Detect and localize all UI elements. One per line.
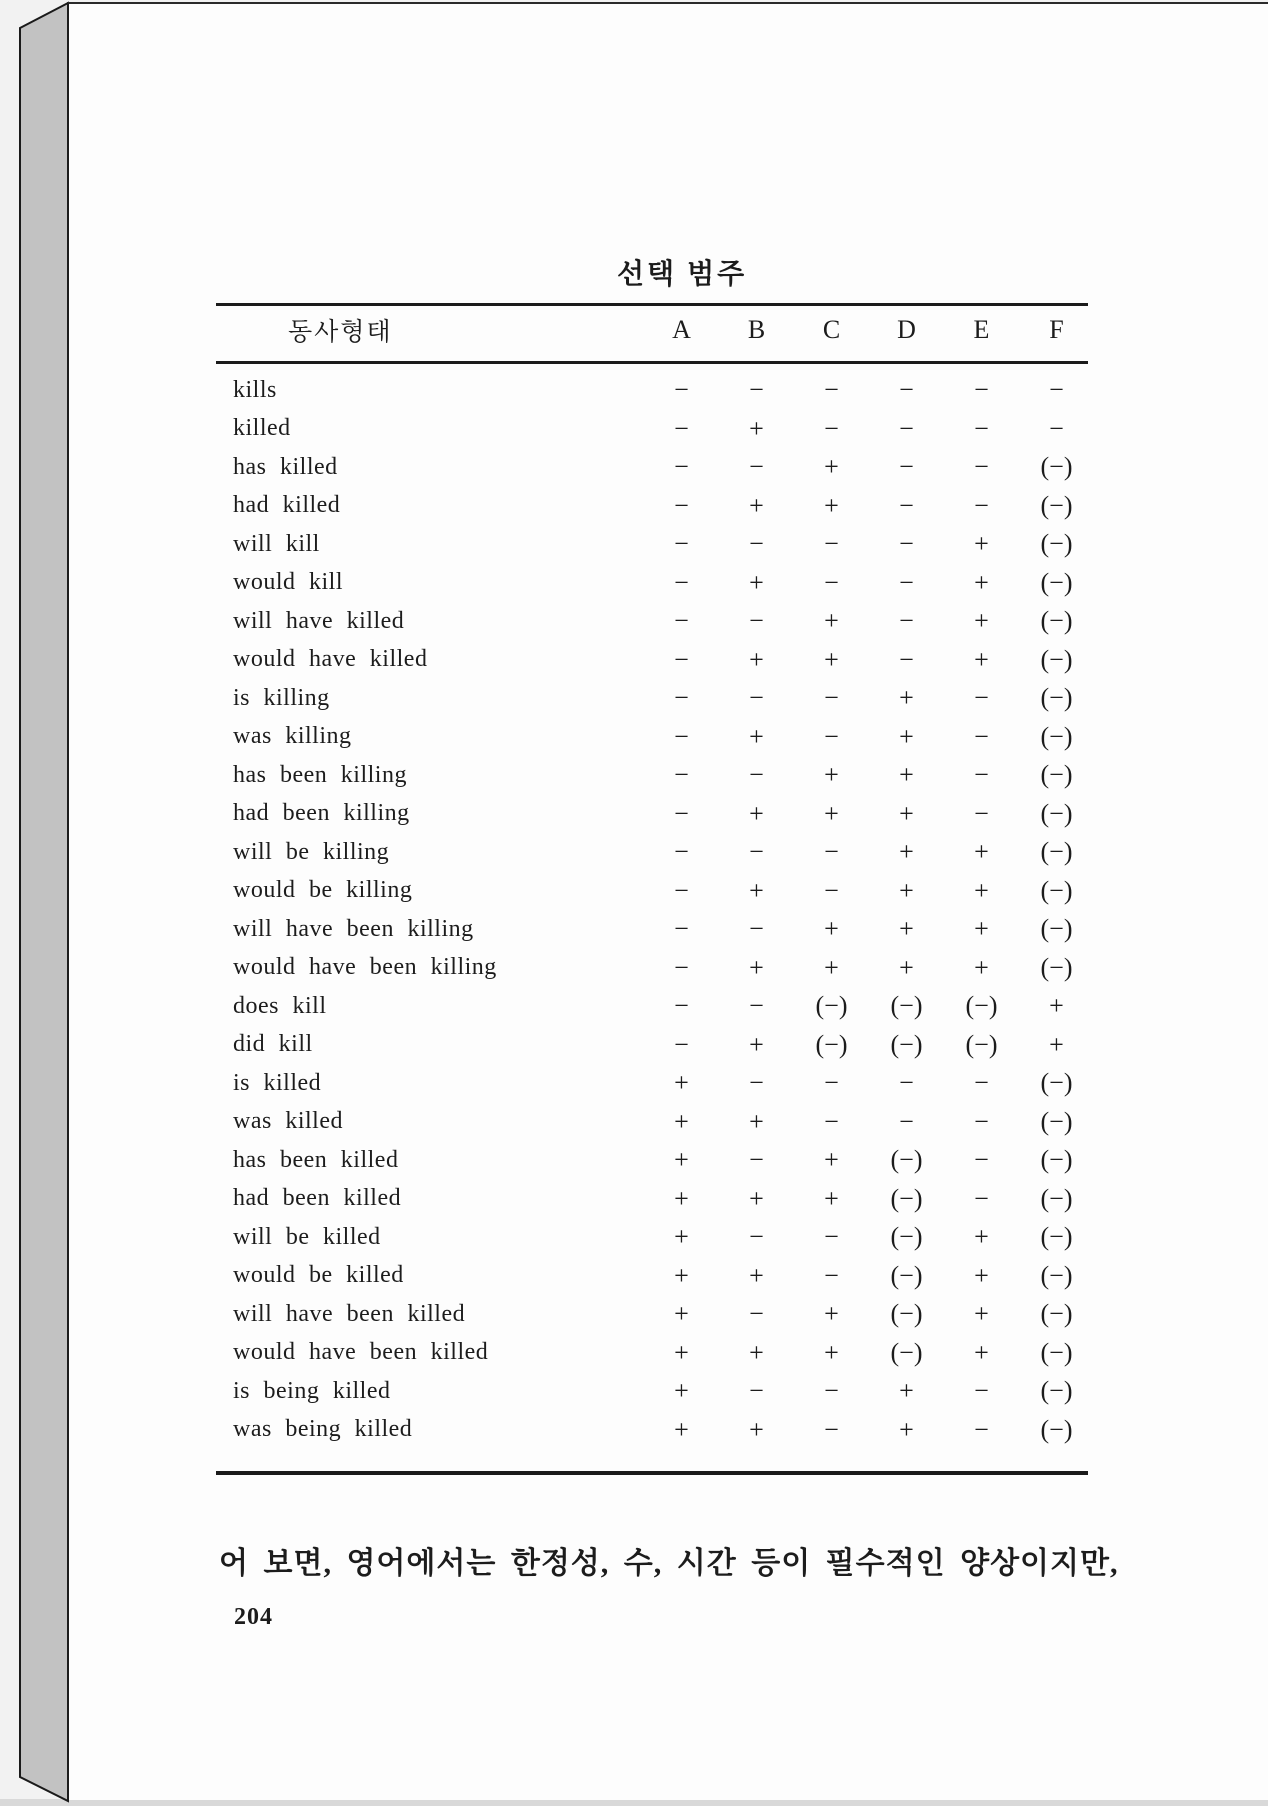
value-C: + [824, 798, 839, 828]
value-F: − [1049, 413, 1064, 443]
value-E: + [974, 1299, 989, 1329]
column-header-D: D [897, 315, 916, 344]
table-row [216, 756, 1094, 795]
value-F: (−) [1040, 721, 1073, 751]
value-E: + [974, 875, 989, 905]
value-E: − [974, 798, 989, 828]
value-E: − [974, 1414, 989, 1444]
value-A: − [674, 490, 689, 520]
verb-form-label: had killed [233, 492, 341, 519]
value-C: (−) [815, 991, 848, 1021]
value-F: + [1049, 1029, 1064, 1059]
value-C: − [824, 1414, 839, 1444]
value-D: + [899, 760, 914, 790]
value-C: − [824, 413, 839, 443]
value-C: − [824, 529, 839, 559]
table-row [216, 679, 1094, 718]
table-row [216, 564, 1094, 603]
table-row [216, 602, 1094, 641]
value-E: + [974, 1337, 989, 1367]
value-E: − [974, 721, 989, 751]
verb-form-label: has killed [233, 453, 338, 480]
table-row [216, 1257, 1094, 1296]
value-D: + [899, 721, 914, 751]
value-B: − [749, 837, 764, 867]
value-A: − [674, 914, 689, 944]
verb-form-label: will have killed [233, 607, 405, 634]
value-E: + [974, 529, 989, 559]
value-A: − [674, 567, 689, 597]
value-E: (−) [965, 1029, 998, 1059]
value-A: − [674, 837, 689, 867]
value-B: − [749, 606, 764, 636]
verb-form-label: would have been killing [233, 954, 497, 981]
value-F: (−) [1040, 914, 1073, 944]
value-D: − [899, 606, 914, 636]
value-A: + [674, 1183, 689, 1213]
value-D: + [899, 914, 914, 944]
value-B: − [749, 1299, 764, 1329]
value-A: − [674, 375, 689, 405]
value-C: − [824, 683, 839, 713]
value-C: + [824, 760, 839, 790]
value-F: (−) [1040, 529, 1073, 559]
value-A: − [674, 1029, 689, 1059]
value-D: − [899, 644, 914, 674]
table-row [216, 1026, 1094, 1065]
value-F: (−) [1040, 1222, 1073, 1252]
value-F: (−) [1040, 798, 1073, 828]
value-A: − [674, 529, 689, 559]
value-F: (−) [1040, 1260, 1073, 1290]
value-D: (−) [890, 1299, 923, 1329]
value-F: (−) [1040, 644, 1073, 674]
value-B: + [749, 413, 764, 443]
value-F: (−) [1040, 1068, 1073, 1098]
value-D: + [899, 952, 914, 982]
value-B: − [749, 375, 764, 405]
verb-form-label: kills [233, 376, 277, 403]
value-B: − [749, 1376, 764, 1406]
value-F: (−) [1040, 875, 1073, 905]
table-row [216, 833, 1094, 872]
value-A: − [674, 798, 689, 828]
value-F: (−) [1040, 683, 1073, 713]
value-F: (−) [1040, 952, 1073, 982]
column-header-F: F [1049, 315, 1064, 344]
verb-form-label: killed [233, 415, 291, 442]
value-B: + [749, 721, 764, 751]
verb-form-label: was killing [233, 723, 352, 750]
value-B: − [749, 1222, 764, 1252]
value-E: + [974, 1222, 989, 1252]
value-C: + [824, 952, 839, 982]
value-A: − [674, 991, 689, 1021]
value-E: − [974, 490, 989, 520]
table-row [216, 872, 1094, 911]
table-row [216, 1372, 1094, 1411]
value-B: + [749, 1183, 764, 1213]
verb-form-label: has been killed [233, 1146, 399, 1173]
value-C: − [824, 1376, 839, 1406]
table-row [216, 641, 1094, 680]
value-E: + [974, 644, 989, 674]
value-D: + [899, 798, 914, 828]
value-C: + [824, 1337, 839, 1367]
value-C: − [824, 721, 839, 751]
verb-form-label: was being killed [233, 1416, 413, 1443]
value-A: − [674, 875, 689, 905]
value-E: − [974, 452, 989, 482]
value-E: + [974, 606, 989, 636]
value-B: − [749, 991, 764, 1021]
value-E: + [974, 1260, 989, 1290]
value-B: − [749, 1068, 764, 1098]
value-E: − [974, 760, 989, 790]
value-C: − [824, 375, 839, 405]
table-row [216, 410, 1094, 449]
value-D: − [899, 529, 914, 559]
table-row [216, 987, 1094, 1026]
value-E: − [974, 1106, 989, 1136]
value-C: + [824, 1299, 839, 1329]
value-C: + [824, 1145, 839, 1175]
value-F: (−) [1040, 837, 1073, 867]
verb-form-label: would have killed [233, 646, 428, 673]
value-B: + [749, 567, 764, 597]
value-E: + [974, 837, 989, 867]
value-F: (−) [1040, 760, 1073, 790]
value-A: + [674, 1145, 689, 1175]
value-C: − [824, 1068, 839, 1098]
value-D: − [899, 452, 914, 482]
value-A: − [674, 644, 689, 674]
verb-form-label: will have been killed [233, 1300, 466, 1327]
verb-form-label: was killed [233, 1108, 343, 1135]
value-E: + [974, 567, 989, 597]
value-A: + [674, 1376, 689, 1406]
value-F: (−) [1040, 452, 1073, 482]
verb-form-label: is killed [233, 1069, 322, 1096]
value-D: (−) [890, 1337, 923, 1367]
value-B: + [749, 1029, 764, 1059]
value-C: − [824, 1106, 839, 1136]
value-D: − [899, 1068, 914, 1098]
value-B: + [749, 490, 764, 520]
value-C: − [824, 875, 839, 905]
value-E: + [974, 914, 989, 944]
verb-form-label: had been killing [233, 800, 410, 827]
value-A: − [674, 952, 689, 982]
table-row [216, 525, 1094, 564]
value-E: − [974, 375, 989, 405]
value-D: (−) [890, 1222, 923, 1252]
value-F: (−) [1040, 1183, 1073, 1213]
value-C: + [824, 644, 839, 674]
value-C: − [824, 837, 839, 867]
value-E: − [974, 1145, 989, 1175]
value-E: + [974, 952, 989, 982]
verb-form-label: does kill [233, 992, 327, 1019]
value-C: + [824, 914, 839, 944]
value-C: + [824, 606, 839, 636]
value-B: − [749, 452, 764, 482]
verb-form-label: did kill [233, 1031, 313, 1058]
value-B: − [749, 683, 764, 713]
value-F: + [1049, 991, 1064, 1021]
table-row [216, 1295, 1094, 1334]
value-B: − [749, 914, 764, 944]
value-C: + [824, 490, 839, 520]
value-A: + [674, 1337, 689, 1367]
value-C: + [824, 452, 839, 482]
value-F: (−) [1040, 1414, 1073, 1444]
table-row [216, 1411, 1094, 1450]
value-B: + [749, 1106, 764, 1136]
value-D: (−) [890, 1145, 923, 1175]
table-row [216, 949, 1094, 988]
table-row [216, 1218, 1094, 1257]
value-C: − [824, 1260, 839, 1290]
verb-form-label: would be killing [233, 877, 413, 904]
value-D: + [899, 683, 914, 713]
column-header-E: E [973, 315, 990, 344]
value-C: − [824, 567, 839, 597]
value-D: − [899, 1106, 914, 1136]
verb-form-label: had been killed [233, 1185, 402, 1212]
value-D: + [899, 875, 914, 905]
column-header-A: A [672, 315, 691, 344]
table-row [216, 1180, 1094, 1219]
value-A: + [674, 1414, 689, 1444]
value-D: (−) [890, 1029, 923, 1059]
value-F: (−) [1040, 490, 1073, 520]
table-row [216, 1334, 1094, 1373]
value-C: (−) [815, 1029, 848, 1059]
value-B: + [749, 644, 764, 674]
value-F: (−) [1040, 1337, 1073, 1367]
value-D: (−) [890, 1183, 923, 1213]
value-A: + [674, 1260, 689, 1290]
verb-form-label: would have been killed [233, 1339, 489, 1366]
table-body [216, 371, 1094, 1449]
value-A: − [674, 683, 689, 713]
value-B: − [749, 529, 764, 559]
value-A: − [674, 606, 689, 636]
column-header-verb-form: 동사형태 [288, 319, 393, 346]
verb-form-label: will have been killing [233, 915, 474, 942]
table-header-rule [216, 361, 1088, 364]
table-row [216, 795, 1094, 834]
value-E: − [974, 1183, 989, 1213]
table-row [216, 718, 1094, 757]
value-B: − [749, 1145, 764, 1175]
table-row [216, 1103, 1094, 1142]
table-bottom-rule [216, 1471, 1088, 1475]
value-F: (−) [1040, 1376, 1073, 1406]
verb-form-label: will kill [233, 530, 320, 557]
value-E: − [974, 1068, 989, 1098]
value-D: − [899, 490, 914, 520]
value-D: − [899, 375, 914, 405]
column-header-B: B [747, 315, 766, 344]
value-A: + [674, 1068, 689, 1098]
verb-form-label: is killing [233, 684, 330, 711]
table-top-rule [216, 303, 1088, 306]
verb-form-label: will be killed [233, 1223, 381, 1250]
value-A: − [674, 413, 689, 443]
verb-form-label: would kill [233, 569, 344, 596]
verb-form-label: is being killed [233, 1377, 391, 1404]
value-B: + [749, 798, 764, 828]
value-D: + [899, 1376, 914, 1406]
verb-form-label: will be killing [233, 838, 390, 865]
value-C: + [824, 1183, 839, 1213]
value-F: − [1049, 375, 1064, 405]
body-text-line: 어 보면, 영어에서는 한정성, 수, 시간 등이 필수적인 양상이지만, [219, 1547, 1119, 1580]
table-row [216, 1141, 1094, 1180]
table-row [216, 487, 1094, 526]
value-F: (−) [1040, 1299, 1073, 1329]
value-D: + [899, 1414, 914, 1444]
value-D: (−) [890, 991, 923, 1021]
value-E: (−) [965, 991, 998, 1021]
table-row [216, 371, 1094, 410]
value-E: − [974, 1376, 989, 1406]
value-B: + [749, 952, 764, 982]
value-F: (−) [1040, 567, 1073, 597]
value-F: (−) [1040, 1145, 1073, 1175]
value-B: + [749, 1337, 764, 1367]
value-D: + [899, 837, 914, 867]
value-D: − [899, 413, 914, 443]
table-row [216, 448, 1094, 487]
value-F: (−) [1040, 1106, 1073, 1136]
value-A: + [674, 1222, 689, 1252]
verb-form-label: would be killed [233, 1262, 404, 1289]
value-A: + [674, 1106, 689, 1136]
value-B: − [749, 760, 764, 790]
table-header-row [216, 312, 1094, 348]
verb-form-label: has been killing [233, 761, 407, 788]
value-B: + [749, 875, 764, 905]
value-F: (−) [1040, 606, 1073, 636]
value-A: − [674, 452, 689, 482]
page-number: 204 [234, 1604, 273, 1630]
value-A: + [674, 1299, 689, 1329]
value-E: − [974, 413, 989, 443]
value-D: − [899, 567, 914, 597]
value-C: − [824, 1222, 839, 1252]
value-B: + [749, 1260, 764, 1290]
table-row [216, 1064, 1094, 1103]
value-D: (−) [890, 1260, 923, 1290]
value-A: − [674, 721, 689, 751]
column-header-C: C [822, 315, 841, 344]
value-E: − [974, 683, 989, 713]
table-title: 선택 범주 [617, 259, 748, 290]
page-surface [67, 2, 1268, 1800]
table-row [216, 910, 1094, 949]
value-B: + [749, 1414, 764, 1444]
value-A: − [674, 760, 689, 790]
